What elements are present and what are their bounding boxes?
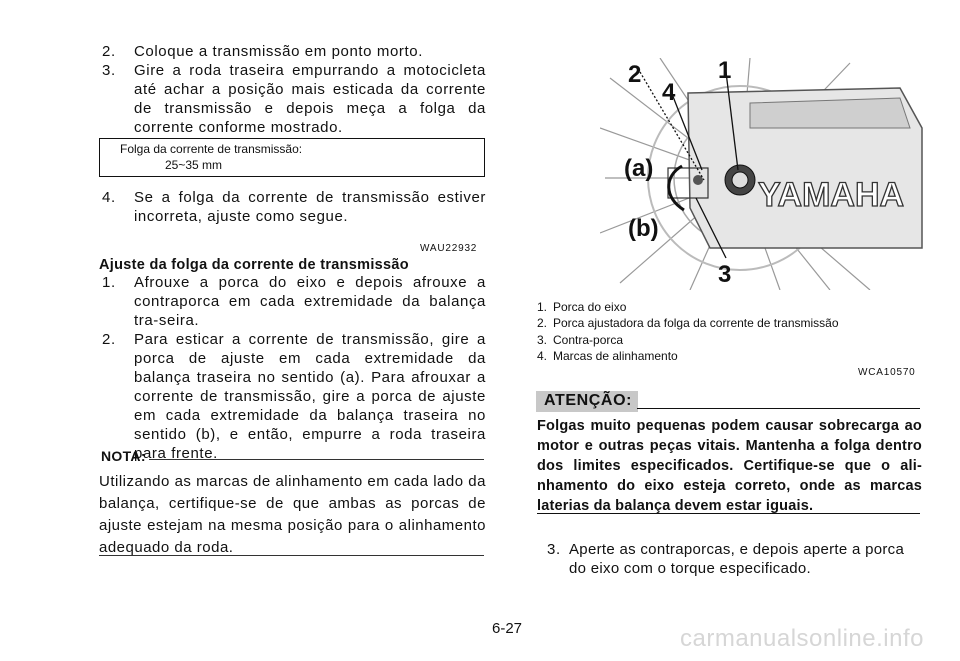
caption-number: 1.	[537, 300, 548, 314]
callout-a: (a)	[624, 155, 654, 182]
atencao-label: ATENÇÃO:	[536, 391, 638, 412]
step-number: 3.	[102, 62, 116, 79]
step-text: Afrouxe a porca do eixo e depois afrouxe a contraporca em cada extremidade da balança tra-seira.	[134, 274, 486, 329]
atencao-text: Folgas muito pequenas podem causar sobrecarga ao motor e outras peças vitais. Mantenha a folga dentro dos limites especificados. Certifique-se que o ali-nhamento do eixo esteja correto, onde as marcas laterias da balança devem estar iguais.	[537, 418, 922, 514]
atencao-rule	[637, 408, 920, 409]
warning-code: WCA10570	[858, 367, 916, 378]
caption-number: 4.	[537, 349, 548, 363]
step-number: 2.	[102, 331, 116, 348]
step-2-neutral	[102, 42, 486, 61]
nota-text: Utilizando as marcas de alinhamento em cada lado da balança, certifique-se de que ambas as porcas de ajuste estejam na mesma posição para o alinhamento adequado da roda.	[99, 473, 486, 556]
step-text: Se a folga da corrente de transmissão estiver incorreta, ajuste como segue.	[134, 189, 486, 225]
section-code: WAU22932	[420, 243, 478, 254]
caption-text: Porca do eixo	[553, 300, 627, 314]
step-text: Aperte as contraporcas, e depois aperte a porca do eixo com o torque especificado.	[569, 541, 905, 577]
caption-3	[537, 332, 623, 348]
spec-value: 25~35 mm	[165, 158, 223, 172]
callout-b: (b)	[628, 215, 659, 242]
callout-4: 4	[662, 79, 676, 106]
step-4-incorrect-slack	[102, 188, 486, 226]
caption-number: 3.	[537, 333, 548, 347]
adjust-step-2	[102, 330, 486, 463]
caption-4	[537, 348, 678, 364]
atencao-end-rule	[537, 513, 920, 514]
wheel-figure-svg	[600, 58, 925, 290]
step-number: 1.	[102, 274, 116, 291]
nota-end-rule	[99, 555, 484, 556]
swingarm-upper	[750, 98, 910, 128]
nota-rule	[149, 459, 484, 460]
spec-label: Folga da corrente de transmissão:	[120, 142, 303, 156]
callout-1: 1	[718, 58, 732, 84]
caption-text: Marcas de alinhamento	[553, 349, 678, 363]
right-step-3	[547, 540, 922, 578]
wheel-figure	[600, 58, 925, 290]
adjust-step-1	[102, 273, 486, 330]
nota-label: NOTA:	[101, 448, 146, 464]
page-number: 6-27	[492, 620, 523, 637]
section-title: Ajuste da folga da corrente de transmissão	[99, 257, 409, 273]
step-number: 4.	[102, 189, 116, 206]
caption-1	[537, 299, 626, 315]
step-number: 3.	[547, 541, 561, 558]
step-text: Para esticar a corrente de transmissão, gire a porca de ajuste em cada extremidade da balança traseira no sentido (a). Para afrouxar a corrente de transmissão, gire a porca de ajuste em cada extremidade da balança traseira no sentido (b), e então, empurre a roda traseira para frente.	[134, 331, 486, 462]
caption-text: Porca ajustadora da folga da corrente de transmissão	[553, 316, 839, 330]
callout-2: 2	[628, 61, 642, 88]
axle-nut-center	[732, 172, 748, 188]
callout-3: 3	[718, 261, 732, 288]
step-3-rotate-wheel	[102, 61, 486, 137]
caption-number: 2.	[537, 316, 548, 330]
step-number: 2.	[102, 43, 116, 60]
watermark: carmanualsonline.info	[680, 625, 924, 652]
step-text: Coloque a transmissão em ponto morto.	[134, 43, 423, 60]
caption-text: Contra-porca	[553, 333, 624, 347]
brand-text: YAMAHA	[758, 176, 905, 214]
step-text: Gire a roda traseira empurrando a motocicleta até achar a posição mais esticada da corrente de transmissão e depois meça a folga da corrente conforme mostrado.	[134, 62, 486, 136]
chain-slack-spec-box	[99, 138, 485, 177]
caption-2	[537, 315, 839, 331]
